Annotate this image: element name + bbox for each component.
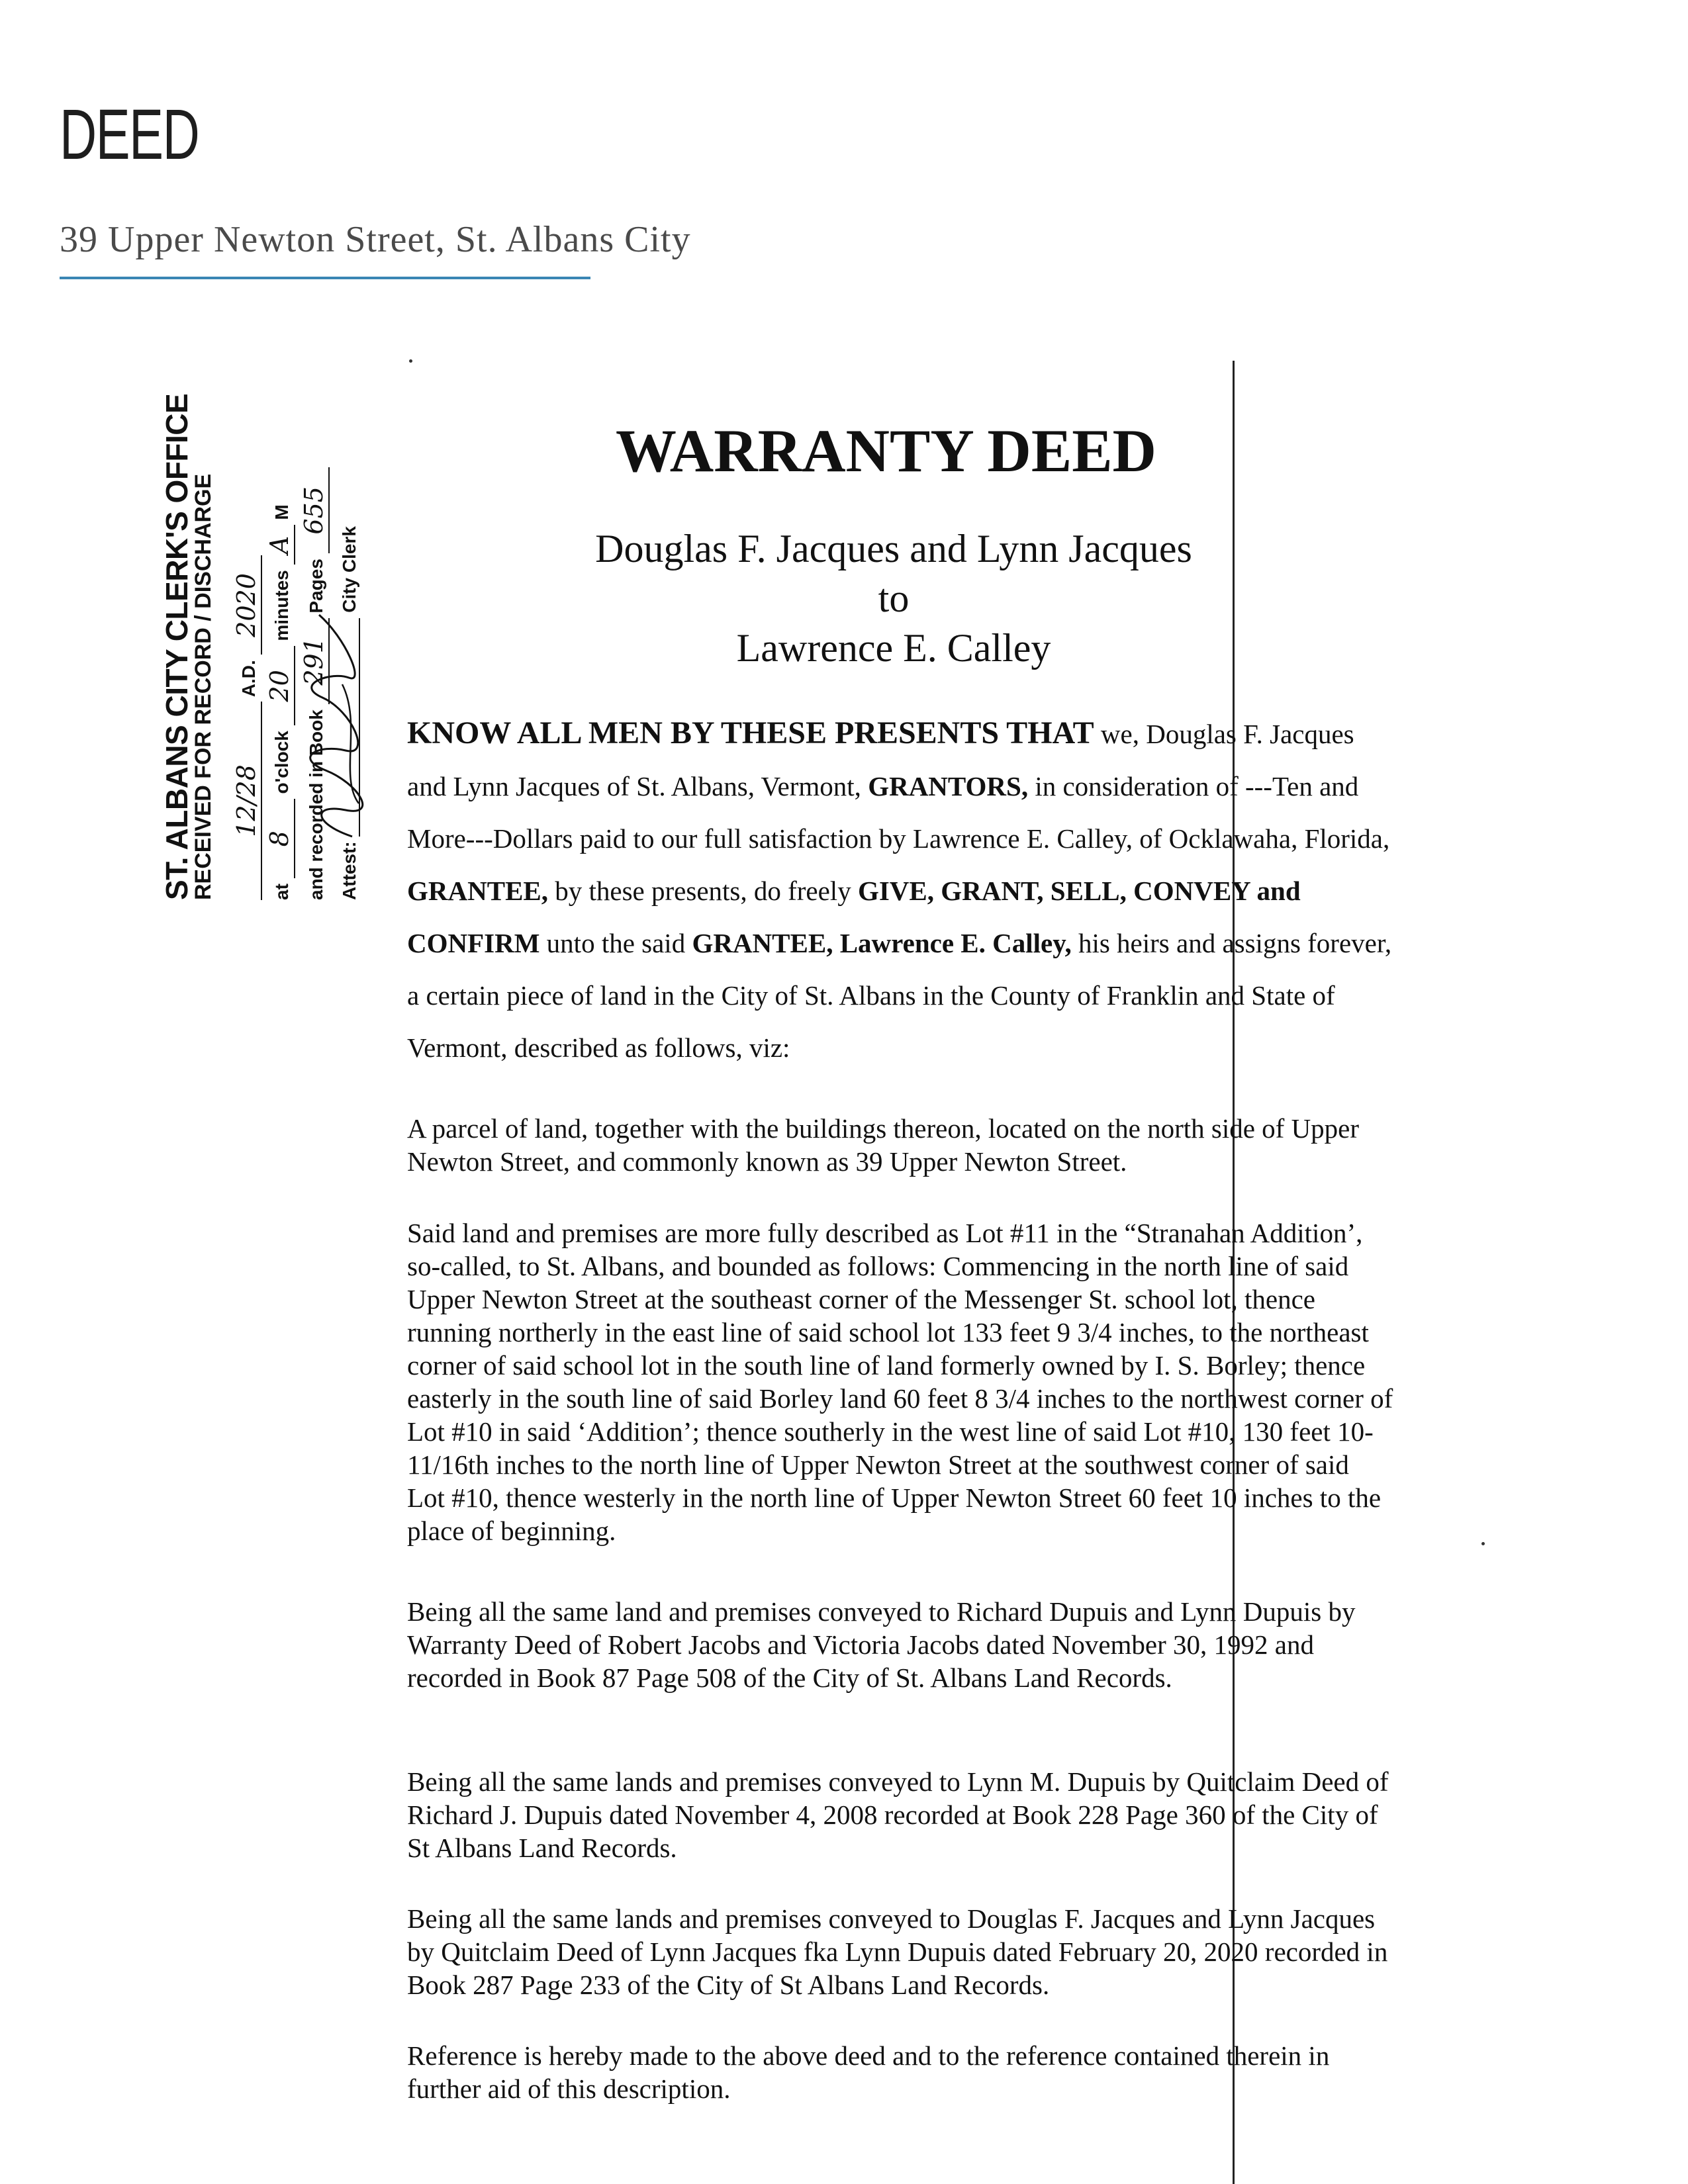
granting-text: by these presents, do freely	[548, 876, 858, 906]
stamp-minutes-value: 20	[265, 646, 295, 725]
scan-artifact-dot	[1481, 1542, 1485, 1545]
stamp-date-line	[232, 555, 262, 900]
clerk-signature	[332, 618, 360, 837]
granting-text: we, Douglas F. Jacques and Lynn Jacques of St. Albans, Vermont,	[407, 719, 1354, 801]
stamp-office-label: ST. ALBANS CITY CLERK'S OFFICE	[160, 393, 194, 900]
stamp-minutes-label: minutes	[271, 570, 292, 641]
deed-title: WARRANTY DEED	[616, 417, 1156, 484]
stamp-pages-value: 655	[299, 467, 330, 553]
deed-to-line: to	[878, 576, 910, 620]
granting-grantee: GRANTEE,	[407, 876, 549, 906]
stamp-attest-label: Attest:	[339, 841, 359, 900]
stamp-pages-label: Pages	[306, 559, 326, 614]
description-paragraph: Being all the same lands and premises conveyed to Douglas F. Jacques and Lynn Jacques by Quitclaim Deed of Lynn Jacques fka Lynn Dupuis dated February 20, 2020 recorded in Book 287 Page 233 of the City of St Albans Land Records.	[407, 1903, 1388, 2000]
description-paragraph: Being all the same land and premises conveyed to Richard Dupuis and Lynn Dupuis by Warranty Deed of Robert Jacobs and Victoria Jacobs dated November 30, 1992 and recorded in Book 87 Page 508 of the City of St. Albans Land Records.	[407, 1596, 1356, 1693]
stamp-time-line	[265, 504, 295, 900]
subtitle-underline	[60, 277, 590, 279]
stamp-oclock-label: o'clock	[271, 731, 292, 794]
granting-grantors: GRANTORS,	[868, 771, 1029, 801]
deed-grantors-line: Douglas F. Jacques and Lynn Jacques	[595, 527, 1192, 570]
stamp-attest-line	[332, 526, 360, 900]
description-paragraph: Reference is hereby made to the above deed and to the reference contained therein in further aid of this description.	[407, 2040, 1330, 2104]
page-title: DEED	[60, 94, 199, 174]
granting-operative-words: GIVE, GRANT, SELL, CONVEY and CONFIRM	[407, 876, 1301, 958]
clerk-signature-icon	[306, 605, 365, 843]
granting-text: unto the said	[539, 928, 692, 958]
description-paragraph: Said land and premises are more fully described as Lot #11 in the “Stranahan Addition’, so-called, to St. Albans, and bounded as follows: Commencing in the north line of said Upper Newton Street at the southeast corner of the Messenger St. school lot, thence running northerly in the east line of said school lot 133 feet 9 3/4 inches, to the northeast corner of said school lot in the south line of land formerly owned by I. S. Borley; thence easterly in the south line of said Borley land 60 feet 8 3/4 inches to the northwest corner of Lot #10 in said ‘Addition’; thence southerly in the west line of said Lot #10, 130 feet 10-11/16th inches to the north line of Upper Newton Street at the southwest corner of said Lot #10, thence westerly in the north line of Upper Newton Street 60 feet 10 inches to the place of beginning.	[407, 1218, 1393, 1546]
stamp-year-value: 2020	[232, 555, 262, 655]
granting-text: his heirs and assigns forever, a certain piece of land in the City of St. Albans in the County of Franklin and State of Vermont, described as follows, viz:	[407, 928, 1392, 1063]
stamp-m-label: M	[271, 504, 292, 520]
scan-artifact-dot	[409, 359, 412, 363]
stamp-ad-label: A.D.	[238, 660, 259, 698]
deed-grantee-line: Lawrence E. Calley	[736, 626, 1051, 670]
granting-clause	[407, 707, 1393, 1074]
page-subtitle: 39 Upper Newton Street, St. Albans City	[60, 219, 691, 260]
stamp-book-value: 291	[299, 618, 330, 704]
recording-stamp	[159, 393, 359, 900]
stamp-hour-value: 8	[265, 799, 295, 878]
description-paragraph: A parcel of land, together with the buildings thereon, located on the north side of Upper Newton Street, and commonly known as 39 Upper Newton Street.	[407, 1113, 1360, 1177]
stamp-at-label: at	[271, 884, 292, 900]
granting-text: in consideration of ---Ten and More---Dollars paid to our full satisfaction by Lawrence E. Calley, of Ocklawaha, Florida,	[407, 771, 1390, 854]
granting-grantee-name: GRANTEE, Lawrence E. Calley,	[692, 928, 1072, 958]
stamp-date-value: 12/28	[232, 702, 262, 900]
stamp-clerk-label: City Clerk	[339, 526, 359, 613]
description-paragraph: Being all the same lands and premises conveyed to Lynn M. Dupuis by Quitclaim Deed of Richard J. Dupuis dated November 4, 2008 recorded at Book 228 Page 360 of the City of St Albans Land Records.	[407, 1766, 1389, 1863]
stamp-recorded-label: and recorded in Book	[306, 709, 326, 900]
stamp-ampm-value: A	[265, 525, 295, 565]
stamp-received-label: RECEIVED FOR RECORD / DISCHARGE	[191, 473, 216, 900]
granting-heading: KNOW ALL MEN BY THESE PRESENTS THAT	[407, 715, 1094, 751]
